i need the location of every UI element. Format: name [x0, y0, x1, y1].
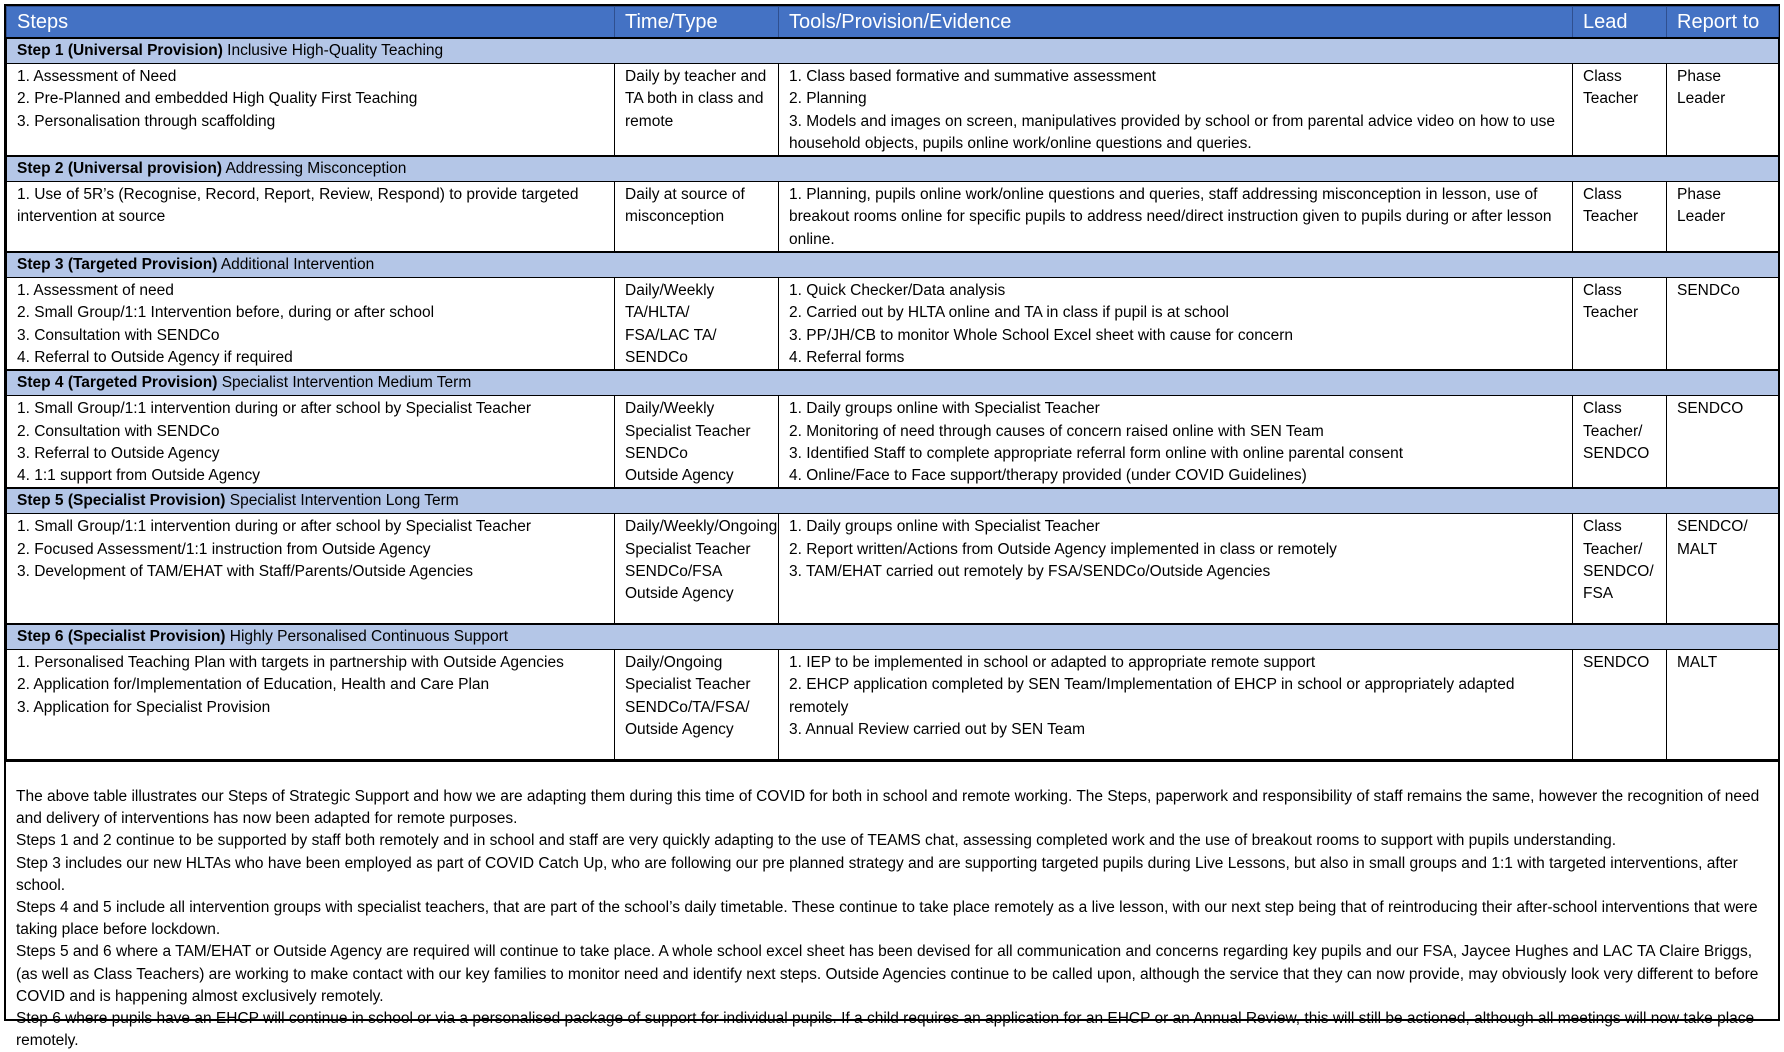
- time-type-line: Daily/Weekly: [625, 400, 715, 418]
- time-type-line: Daily/Weekly/Ongoing Specialist Teacher: [625, 518, 778, 558]
- step-heading-row: [7, 252, 1779, 278]
- step-heading-bold: Step 1 (Universal Provision): [17, 42, 223, 59]
- note-paragraph: Steps 1 and 2 continue to be supported by staff both remotely and in school and staff are very quickly adapting to the use of TEAMS chat, assessing completed work and the use of breakout rooms to support with pupils understanding.: [16, 832, 1617, 850]
- step-items-line: 1. Assessment of Need: [17, 68, 177, 85]
- tools-cell: [779, 649, 1573, 759]
- step-items-line: 3. Referral to Outside Agency: [17, 444, 220, 462]
- step-items-line: 4. 1:1 support from Outside Agency: [17, 467, 260, 485]
- tools-line: 4. Referral forms: [789, 348, 905, 366]
- time-type-line: Daily/Weekly: [625, 282, 715, 300]
- time-type-line: Daily/Ongoing: [625, 653, 723, 671]
- time-type-line: Outside Agency: [625, 720, 734, 738]
- header-report-to: Report to: [1667, 7, 1779, 39]
- lead-line: FSA: [1583, 585, 1614, 603]
- step-detail-row: [7, 278, 1779, 371]
- tools-line: 3. PP/JH/CB to monitor Whole School Excel sheet with cause for concern: [789, 326, 1293, 344]
- tools-cell: [779, 182, 1573, 252]
- step-heading-row: [7, 488, 1779, 514]
- time-type-cell: [615, 64, 779, 157]
- lead-cell: [1573, 514, 1667, 624]
- step-heading-bold: Step 3 (Targeted Provision): [17, 256, 218, 274]
- note-paragraph: The above table illustrates our Steps of Strategic Support and how we are adapting them during this time of COVID for both in school and remote working. The Steps, paperwork and responsibility of staff remains the same, however the recognition of need and delivery of interventions has now been adapted for remote purposes.: [16, 787, 1760, 828]
- note-paragraph: Step 3 includes our new HLTAs who have been employed as part of COVID Catch Up, who are following our pre planned strategy and are supporting targeted pupils during Live Lessons, but also in small groups and 1:1 with targeted interventions, after school.: [16, 854, 1738, 894]
- time-type-cell: [615, 396, 779, 489]
- time-type-cell: [615, 278, 779, 371]
- report-to-line: SENDCO: [1677, 400, 1744, 418]
- step-heading-row: [7, 370, 1779, 396]
- step-heading-title: Additional Intervention: [217, 256, 375, 274]
- lead-cell: [1573, 64, 1667, 157]
- step-items-line: 1. Personalised Teaching Plan with targets in partnership with Outside Agencies: [17, 653, 564, 671]
- step-heading-row: [7, 38, 1779, 64]
- header-lead: Lead: [1573, 7, 1667, 39]
- note-paragraph: Steps 4 and 5 include all intervention groups with specialist teachers, that are part of the school’s daily timetable. These continue to take place remotely as a live lesson, with our next step being that of reintroducing their after-school interventions that were taking place before lockdown.: [16, 898, 1758, 939]
- time-type-line: SENDCo: [625, 348, 688, 366]
- time-type-line: Outside Agency: [625, 467, 734, 485]
- tools-line: 1. Daily groups online with Specialist Teacher: [789, 518, 1100, 536]
- header-time-type: Time/Type: [615, 7, 779, 39]
- strategic-support-document: [4, 4, 1780, 1050]
- step-detail-row: [7, 182, 1779, 252]
- tools-cell: [779, 64, 1573, 157]
- step-heading-title: Highly Personalised Continuous Support: [225, 627, 509, 645]
- time-type-line: Specialist Teacher: [625, 422, 751, 440]
- lead-cell: [1573, 278, 1667, 371]
- tools-line: 1. Quick Checker/Data analysis: [789, 282, 1006, 300]
- tools-line: 2. Carried out by HLTA online and TA in class if pupil is at school: [789, 304, 1229, 322]
- report-to-cell: [1667, 649, 1779, 759]
- report-to-cell: [1667, 278, 1779, 371]
- step-heading-bold: Step 5 (Specialist Provision): [17, 492, 226, 510]
- step-items-cell: [7, 64, 615, 157]
- tools-line: 2. Monitoring of need through causes of concern raised online with SEN Team: [789, 422, 1324, 440]
- step-heading: [7, 156, 1779, 182]
- header-steps: Steps: [7, 7, 615, 39]
- step-heading: [7, 624, 1779, 650]
- time-type-cell: [615, 649, 779, 759]
- step-detail-row: [7, 514, 1779, 624]
- step-heading-bold: Step 2 (Universal provision): [17, 160, 222, 178]
- step-detail-row: [7, 64, 1779, 157]
- time-type-line: Daily at source of misconception: [625, 186, 745, 226]
- steps-table-body: [7, 38, 1779, 759]
- step-heading-bold: Step 6 (Specialist Provision): [17, 627, 226, 645]
- step-detail-row: [7, 396, 1779, 489]
- lead-line: SENDCO: [1583, 444, 1650, 462]
- tools-line: 2. Planning: [789, 90, 867, 108]
- step-heading-title: Addressing Misconception: [222, 160, 407, 178]
- report-to-cell: [1667, 64, 1779, 157]
- tools-line: 1. Class based formative and summative assessment: [789, 68, 1156, 85]
- step-items-line: 3. Application for Specialist Provision: [17, 698, 271, 716]
- time-type-line: SENDCo/TA/FSA/: [625, 698, 750, 716]
- lead-cell: [1573, 396, 1667, 489]
- tools-line: 4. Online/Face to Face support/therapy provided (under COVID Guidelines): [789, 467, 1307, 485]
- step-heading: [7, 370, 1779, 396]
- tools-cell: [779, 396, 1573, 489]
- explanatory-note: [6, 760, 1778, 1052]
- tools-cell: [779, 514, 1573, 624]
- step-heading-title: Specialist Intervention Medium Term: [217, 374, 472, 392]
- note-paragraph: Steps 5 and 6 where a TAM/EHAT or Outside Agency are required will continue to take place. A whole school excel sheet has been devised for all communication and concerns regarding key pupils and our FSA, Jaycee Hughes and LAC TA Claire Briggs, (as well as Class Teachers) are working to make contact with our key families to monitor need and identify next steps. Outside Agencies continue to be called upon, although the service that they can now provide, may obviously look very different to before COVID and is happening almost exclusively remotely.: [16, 943, 1759, 1005]
- lead-line: Class Teacher: [1583, 68, 1639, 108]
- step-items-line: 3. Development of TAM/EHAT with Staff/Parents/Outside Agencies: [17, 563, 474, 581]
- time-type-cell: [615, 514, 779, 624]
- step-items-line: 2. Application for/Implementation of Education, Health and Care Plan: [17, 676, 490, 694]
- lead-cell: [1573, 649, 1667, 759]
- time-type-line: SENDCo/FSA: [625, 563, 723, 581]
- tools-line: 2. Report written/Actions from Outside Agency implemented in class or remotely: [789, 540, 1337, 558]
- step-items-line: 2. Small Group/1:1 Intervention before, during or after school: [17, 304, 435, 322]
- tools-line: 3. Identified Staff to complete appropriate referral form online with online parental consent: [789, 444, 1404, 462]
- report-to-line: SENDCO/: [1677, 518, 1748, 536]
- step-items-cell: [7, 514, 615, 624]
- header-tools: Tools/Provision/Evidence: [779, 7, 1573, 39]
- lead-line: Class Teacher: [1583, 282, 1639, 322]
- report-to-line: Phase Leader: [1677, 68, 1726, 108]
- step-items-line: 2. Consultation with SENDCo: [17, 422, 220, 440]
- tools-cell: [779, 278, 1573, 371]
- step-items-line: 3. Personalisation through scaffolding: [17, 112, 276, 130]
- lead-line: SENDCO: [1583, 653, 1650, 671]
- step-items-cell: [7, 649, 615, 759]
- step-heading: [7, 252, 1779, 278]
- lead-line: Class Teacher: [1583, 186, 1639, 226]
- report-to-line: Phase Leader: [1677, 186, 1726, 226]
- step-items-line: 1. Use of 5R’s (Recognise, Record, Report, Review, Respond) to provide targeted intervention at source: [17, 186, 579, 226]
- tools-line: 3. Models and images on screen, manipulatives provided by school or from parental advice video on how to use household objects, pupils online work/online questions and queries.: [789, 112, 1555, 152]
- time-type-line: SENDCo: [625, 444, 688, 462]
- step-items-line: 1. Small Group/1:1 intervention during or after school by Specialist Teacher: [17, 518, 532, 536]
- lead-line: Class Teacher/: [1583, 518, 1643, 558]
- step-heading-title: Specialist Intervention Long Term: [225, 492, 459, 510]
- step-items-line: 2. Pre-Planned and embedded High Quality First Teaching: [17, 90, 418, 108]
- step-items-cell: [7, 396, 615, 489]
- report-to-cell: [1667, 182, 1779, 252]
- tools-line: 1. IEP to be implemented in school or adapted to appropriate remote support: [789, 653, 1316, 671]
- note-paragraph: Step 6 where pupils have an EHCP will continue in school or via a personalised package of support for individual pupils. If a child requires an application for an EHCP or an Annual Review, this will still be actioned, although all meetings will now take place remotely.: [16, 1009, 1755, 1050]
- report-to-cell: [1667, 396, 1779, 489]
- tools-line: 3. Annual Review carried out by SEN Team: [789, 720, 1086, 738]
- report-to-line: MALT: [1677, 540, 1718, 558]
- time-type-line: Specialist Teacher: [625, 676, 751, 694]
- report-to-line: MALT: [1677, 653, 1718, 671]
- step-items-line: 3. Consultation with SENDCo: [17, 326, 220, 344]
- report-to-cell: [1667, 514, 1779, 624]
- tools-line: 1. Daily groups online with Specialist Teacher: [789, 400, 1100, 418]
- step-heading-title: Inclusive High-Quality Teaching: [222, 42, 444, 59]
- step-items-line: 1. Assessment of need: [17, 282, 174, 300]
- time-type-cell: [615, 182, 779, 252]
- tools-line: 1. Planning, pupils online work/online questions and queries, staff addressing misconception in lesson, use of breakout rooms online for specific pupils to address need/direct instruction given to pupils during or after lesson online.: [789, 186, 1552, 248]
- steps-table: [6, 6, 1779, 760]
- lead-line: SENDCO/: [1583, 563, 1654, 581]
- step-heading: [7, 488, 1779, 514]
- step-items-line: 1. Small Group/1:1 intervention during or after school by Specialist Teacher: [17, 400, 532, 418]
- step-heading-row: [7, 624, 1779, 650]
- report-to-line: SENDCo: [1677, 282, 1740, 300]
- step-heading: [7, 38, 1779, 64]
- step-items-cell: [7, 182, 615, 252]
- step-heading-row: [7, 156, 1779, 182]
- table-header-row: [7, 7, 1779, 39]
- tools-line: 2. EHCP application completed by SEN Team/Implementation of EHCP in school or appropriately adapted remotely: [789, 676, 1515, 716]
- tools-line: 3. TAM/EHAT carried out remotely by FSA/SENDCo/Outside Agencies: [789, 563, 1271, 581]
- step-items-line: 4. Referral to Outside Agency if required: [17, 348, 293, 366]
- time-type-line: FSA/LAC TA/: [625, 326, 717, 344]
- time-type-line: Daily by teacher and TA both in class and remote: [625, 68, 767, 130]
- step-items-line: 2. Focused Assessment/1:1 instruction from Outside Agency: [17, 540, 431, 558]
- lead-line: Class Teacher/: [1583, 400, 1643, 440]
- step-heading-bold: Step 4 (Targeted Provision): [17, 374, 218, 392]
- lead-cell: [1573, 182, 1667, 252]
- time-type-line: Outside Agency: [625, 585, 734, 603]
- step-items-cell: [7, 278, 615, 371]
- step-detail-row: [7, 649, 1779, 759]
- time-type-line: TA/HLTA/: [625, 304, 690, 322]
